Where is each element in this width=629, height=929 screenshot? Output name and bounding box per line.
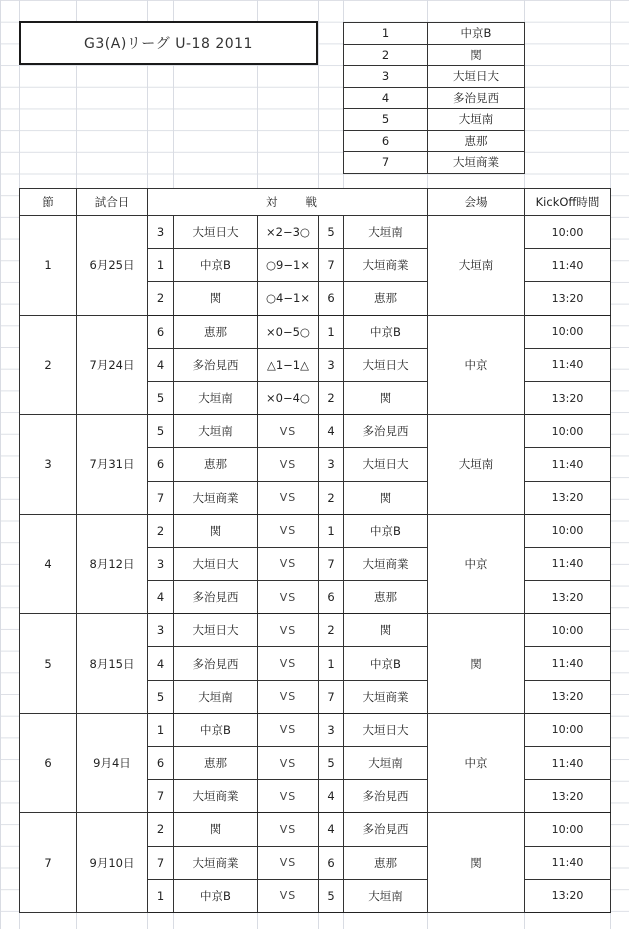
match-row <box>20 813 611 846</box>
away-team-number: 5 <box>319 879 344 912</box>
home-team-number: 5 <box>148 415 174 448</box>
match-date: 9月10日 <box>77 813 148 913</box>
away-team-number: 4 <box>319 813 344 846</box>
away-team-number: 2 <box>319 481 344 514</box>
home-team-number: 1 <box>148 249 174 282</box>
team-name: 大垣南 <box>428 109 525 131</box>
away-team-number: 6 <box>319 282 344 315</box>
home-team-number: 2 <box>148 514 174 547</box>
home-team-number: 5 <box>148 381 174 414</box>
venue: 中京 <box>428 713 525 813</box>
round-number: 5 <box>20 614 77 714</box>
kickoff-time: 10:00 <box>525 315 611 348</box>
match-date: 6月25日 <box>77 216 148 316</box>
home-team-name: 多治見西 <box>174 647 258 680</box>
round-number: 7 <box>20 813 77 913</box>
home-team-number: 4 <box>148 647 174 680</box>
kickoff-time: 10:00 <box>525 813 611 846</box>
away-team-name: 大垣商業 <box>344 249 428 282</box>
home-team-name: 大垣日大 <box>174 547 258 580</box>
team-row <box>344 130 525 152</box>
match-date: 9月4日 <box>77 713 148 813</box>
away-team-number: 7 <box>319 547 344 580</box>
home-team-name: 大垣商業 <box>174 481 258 514</box>
away-team-name: 関 <box>344 481 428 514</box>
home-team-name: 大垣南 <box>174 680 258 713</box>
match-result: ×0−5○ <box>258 315 319 348</box>
home-team-name: 大垣南 <box>174 415 258 448</box>
home-team-number: 1 <box>148 879 174 912</box>
team-number: 6 <box>344 130 428 152</box>
away-team-number: 7 <box>319 249 344 282</box>
header-match-a: 対 <box>266 195 278 209</box>
team-number: 5 <box>344 109 428 131</box>
home-team-number: 6 <box>148 747 174 780</box>
away-team-name: 多治見西 <box>344 813 428 846</box>
home-team-number: 3 <box>148 614 174 647</box>
away-team-number: 4 <box>319 780 344 813</box>
away-team-name: 中京B <box>344 315 428 348</box>
versus-label: VS <box>258 846 319 879</box>
team-number: 1 <box>344 23 428 45</box>
away-team-name: 大垣日大 <box>344 448 428 481</box>
round-number: 2 <box>20 315 77 415</box>
home-team-name: 恵那 <box>174 315 258 348</box>
team-row <box>344 109 525 131</box>
versus-label: VS <box>258 448 319 481</box>
away-team-name: 関 <box>344 381 428 414</box>
kickoff-time: 13:20 <box>525 879 611 912</box>
round-number: 3 <box>20 415 77 515</box>
venue: 大垣南 <box>428 415 525 515</box>
header-venue: 会場 <box>428 189 525 216</box>
team-row <box>344 44 525 66</box>
versus-label: VS <box>258 879 319 912</box>
kickoff-time: 11:40 <box>525 647 611 680</box>
away-team-number: 5 <box>319 747 344 780</box>
home-team-name: 多治見西 <box>174 581 258 614</box>
team-name: 関 <box>428 44 525 66</box>
kickoff-time: 10:00 <box>525 216 611 249</box>
versus-label: VS <box>258 747 319 780</box>
home-team-name: 大垣商業 <box>174 846 258 879</box>
away-team-name: 恵那 <box>344 282 428 315</box>
match-date: 8月12日 <box>77 514 148 614</box>
home-team-name: 中京B <box>174 879 258 912</box>
home-team-name: 大垣南 <box>174 381 258 414</box>
kickoff-time: 11:40 <box>525 249 611 282</box>
home-team-name: 大垣日大 <box>174 614 258 647</box>
kickoff-time: 10:00 <box>525 415 611 448</box>
kickoff-time: 13:20 <box>525 381 611 414</box>
kickoff-time: 13:20 <box>525 581 611 614</box>
header-round: 節 <box>20 189 77 216</box>
kickoff-time: 10:00 <box>525 713 611 746</box>
team-name: 大垣日大 <box>428 66 525 88</box>
away-team-name: 中京B <box>344 647 428 680</box>
away-team-number: 1 <box>319 514 344 547</box>
venue: 中京 <box>428 315 525 415</box>
team-number: 4 <box>344 87 428 109</box>
versus-label: VS <box>258 780 319 813</box>
match-result: ○9−1× <box>258 249 319 282</box>
away-team-number: 1 <box>319 647 344 680</box>
header-match <box>148 189 428 216</box>
match-row <box>20 614 611 647</box>
kickoff-time: 10:00 <box>525 514 611 547</box>
away-team-number: 2 <box>319 381 344 414</box>
home-team-number: 3 <box>148 547 174 580</box>
venue: 中京 <box>428 514 525 614</box>
match-row <box>20 713 611 746</box>
header-match-b: 戦 <box>305 195 317 209</box>
kickoff-time: 13:20 <box>525 780 611 813</box>
round-number: 1 <box>20 216 77 316</box>
versus-label: VS <box>258 680 319 713</box>
match-date: 7月24日 <box>77 315 148 415</box>
round-number: 6 <box>20 713 77 813</box>
team-name: 多治見西 <box>428 87 525 109</box>
schedule-header-row <box>20 189 611 216</box>
away-team-name: 関 <box>344 614 428 647</box>
home-team-number: 4 <box>148 348 174 381</box>
versus-label: VS <box>258 581 319 614</box>
team-name: 恵那 <box>428 130 525 152</box>
versus-label: VS <box>258 514 319 547</box>
away-team-name: 多治見西 <box>344 415 428 448</box>
home-team-number: 7 <box>148 780 174 813</box>
match-row <box>20 216 611 249</box>
venue: 関 <box>428 813 525 913</box>
round-number: 4 <box>20 514 77 614</box>
away-team-number: 3 <box>319 713 344 746</box>
away-team-number: 3 <box>319 348 344 381</box>
team-row <box>344 23 525 45</box>
home-team-name: 大垣商業 <box>174 780 258 813</box>
versus-label: VS <box>258 713 319 746</box>
match-result: ×0−4○ <box>258 381 319 414</box>
kickoff-time: 13:20 <box>525 282 611 315</box>
home-team-number: 6 <box>148 448 174 481</box>
away-team-number: 1 <box>319 315 344 348</box>
away-team-name: 大垣日大 <box>344 713 428 746</box>
versus-label: VS <box>258 647 319 680</box>
match-row <box>20 514 611 547</box>
kickoff-time: 11:40 <box>525 448 611 481</box>
home-team-name: 中京B <box>174 249 258 282</box>
away-team-name: 中京B <box>344 514 428 547</box>
kickoff-time: 13:20 <box>525 481 611 514</box>
away-team-number: 2 <box>319 614 344 647</box>
title-text: G3(A)リーグ U-18 2011 <box>84 36 253 52</box>
away-team-name: 恵那 <box>344 581 428 614</box>
away-team-number: 7 <box>319 680 344 713</box>
team-name: 中京B <box>428 23 525 45</box>
kickoff-time: 11:40 <box>525 846 611 879</box>
team-row <box>344 152 525 174</box>
versus-label: VS <box>258 614 319 647</box>
kickoff-time: 11:40 <box>525 747 611 780</box>
kickoff-time: 11:40 <box>525 547 611 580</box>
home-team-name: 関 <box>174 813 258 846</box>
match-result: △1−1△ <box>258 348 319 381</box>
header-kickoff: KickOff時間 <box>525 189 611 216</box>
away-team-number: 6 <box>319 846 344 879</box>
kickoff-time: 11:40 <box>525 348 611 381</box>
home-team-name: 関 <box>174 282 258 315</box>
versus-label: VS <box>258 813 319 846</box>
home-team-number: 4 <box>148 581 174 614</box>
away-team-number: 5 <box>319 216 344 249</box>
away-team-name: 大垣商業 <box>344 680 428 713</box>
match-row <box>20 415 611 448</box>
team-number: 3 <box>344 66 428 88</box>
home-team-number: 7 <box>148 481 174 514</box>
team-number: 2 <box>344 44 428 66</box>
team-row <box>344 66 525 88</box>
away-team-name: 大垣商業 <box>344 547 428 580</box>
home-team-number: 6 <box>148 315 174 348</box>
away-team-number: 4 <box>319 415 344 448</box>
away-team-name: 大垣南 <box>344 216 428 249</box>
versus-label: VS <box>258 547 319 580</box>
home-team-number: 7 <box>148 846 174 879</box>
kickoff-time: 10:00 <box>525 614 611 647</box>
match-row <box>20 315 611 348</box>
team-number: 7 <box>344 152 428 174</box>
header-date: 試合日 <box>77 189 148 216</box>
home-team-name: 中京B <box>174 713 258 746</box>
home-team-name: 恵那 <box>174 448 258 481</box>
home-team-number: 2 <box>148 282 174 315</box>
venue: 関 <box>428 614 525 714</box>
versus-label: VS <box>258 481 319 514</box>
home-team-name: 恵那 <box>174 747 258 780</box>
home-team-name: 大垣日大 <box>174 216 258 249</box>
match-result: ○4−1× <box>258 282 319 315</box>
team-name: 大垣商業 <box>428 152 525 174</box>
match-result: ×2−3○ <box>258 216 319 249</box>
home-team-name: 関 <box>174 514 258 547</box>
team-row <box>344 87 525 109</box>
away-team-name: 多治見西 <box>344 780 428 813</box>
schedule-table <box>19 188 611 913</box>
home-team-name: 多治見西 <box>174 348 258 381</box>
versus-label: VS <box>258 415 319 448</box>
home-team-number: 2 <box>148 813 174 846</box>
home-team-number: 1 <box>148 713 174 746</box>
sheet-title <box>19 21 318 65</box>
away-team-number: 6 <box>319 581 344 614</box>
away-team-name: 恵那 <box>344 846 428 879</box>
match-date: 7月31日 <box>77 415 148 515</box>
home-team-number: 3 <box>148 216 174 249</box>
venue: 大垣南 <box>428 216 525 316</box>
away-team-name: 大垣南 <box>344 879 428 912</box>
home-team-number: 5 <box>148 680 174 713</box>
team-list-table <box>343 22 525 174</box>
away-team-name: 大垣南 <box>344 747 428 780</box>
away-team-name: 大垣日大 <box>344 348 428 381</box>
kickoff-time: 13:20 <box>525 680 611 713</box>
away-team-number: 3 <box>319 448 344 481</box>
match-date: 8月15日 <box>77 614 148 714</box>
